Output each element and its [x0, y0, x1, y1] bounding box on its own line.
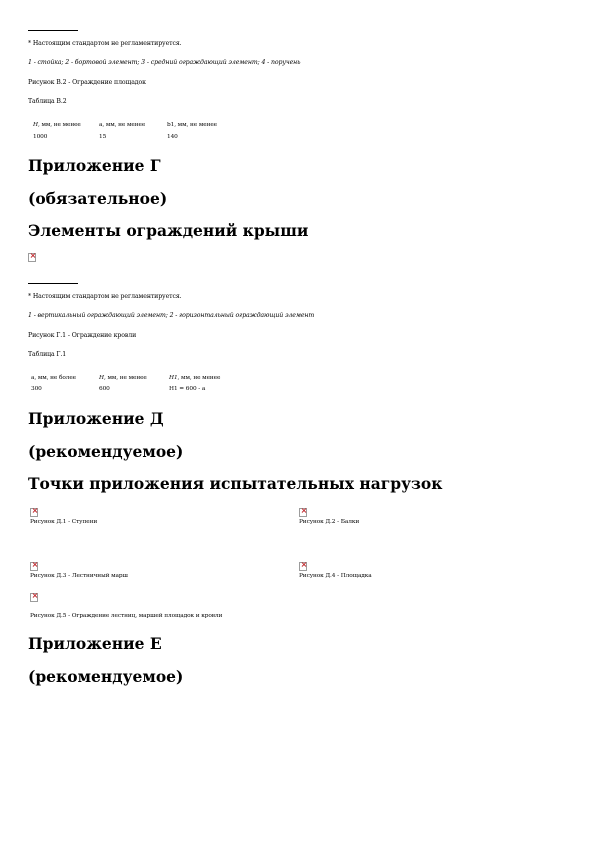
footnote-separator [28, 30, 78, 31]
table-title: Таблица Г.1 [28, 351, 67, 358]
figure-caption: Рисунок Д.2 - Балки [299, 519, 360, 525]
table-cell: 600 [99, 386, 110, 392]
footnote-separator [28, 283, 78, 284]
table-header-cell: a, мм, не менее [99, 122, 146, 128]
figure-caption: Рисунок Д.4 - Площадка [299, 573, 372, 579]
table-header-cell: b1, мм, не менее [167, 122, 217, 128]
appendix-title: Приложение Д [28, 409, 164, 428]
broken-image-icon [30, 593, 38, 602]
figure-caption: Рисунок В.2 - Ограждение площадок [28, 79, 146, 86]
footnote: * Настоящим стандартом не регламентируется. [28, 293, 182, 300]
footnote: * Настоящим стандартом не регламентируется. [28, 40, 182, 47]
table-header-cell: H, мм, не менее [33, 122, 81, 128]
broken-image-icon [30, 562, 38, 571]
table-header-cell: H, мм, не менее [99, 375, 147, 381]
broken-image-icon [28, 253, 36, 262]
table-cell: 15 [99, 134, 107, 140]
broken-image-icon [30, 508, 38, 517]
broken-image-icon [299, 562, 307, 571]
table-cell: 300 [31, 386, 42, 392]
appendix-title: Приложение Е [28, 634, 162, 653]
appendix-status: (рекомендуемое) [28, 442, 184, 461]
figure-caption: Рисунок Д.5 - Ограждение лестниц, маршей площадок и кровли [30, 613, 223, 619]
appendix-status: (обязательное) [28, 189, 168, 208]
table-cell: 140 [167, 134, 178, 140]
broken-image-icon [299, 508, 307, 517]
table-header-cell: a, мм, не более [31, 375, 77, 381]
figure-caption: Рисунок Д.1 - Ступени [30, 519, 98, 525]
figure-legend: 1 - стойка; 2 - бортовой элемент; 3 - средний ограждающий элемент; 4 - поручень [28, 59, 301, 66]
figure-legend: 1 - вертикальный ограждающий элемент; 2 - горизонтальный ограждающий элемент [28, 312, 315, 319]
table-cell: H1 = 600 - a [169, 386, 206, 392]
table-title: Таблица В.2 [28, 98, 67, 105]
appendix-title: Приложение Г [28, 156, 161, 175]
appendix-status: (рекомендуемое) [28, 667, 184, 686]
table-cell: 1000 [33, 134, 48, 140]
table-header-cell: H1, мм, не менее [169, 375, 221, 381]
appendix-subject: Элементы ограждений крыши [28, 221, 309, 240]
figure-caption: Рисунок Г.1 - Ограждение кровли [28, 332, 137, 339]
appendix-subject: Точки приложения испытательных нагрузок [28, 474, 443, 493]
figure-caption: Рисунок Д.3 - Лестничный марш [30, 573, 128, 579]
